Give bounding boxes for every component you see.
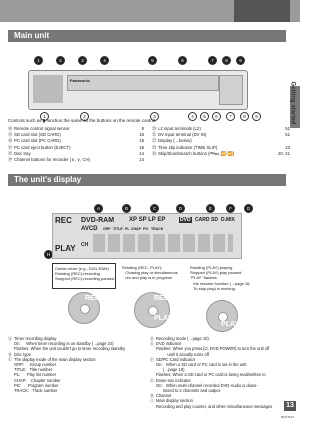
list-marker: ⑭ (8, 126, 13, 131)
controls-note: Controls such as ▮ function the same as the buttons on the remote control. (8, 118, 157, 123)
display-letter-marker: A (94, 204, 103, 213)
disc-rec-label: REC (154, 295, 169, 302)
display-rec: REC (55, 216, 72, 225)
list-page: 18 (139, 144, 144, 150)
callout-rotating: Rotating (REC, PLAY): Chasing play or simultaneous rec and play is in progress (120, 263, 184, 289)
list-marker: ㉔ (152, 150, 157, 156)
list-label: Channel buttons for recorder (∧, ∨, CH) (14, 157, 91, 163)
callout-marker: 2 (80, 112, 89, 121)
display-chap: CHAP (131, 227, 141, 231)
list-marker: ㉓ (152, 144, 157, 150)
bullet-text: PG: Program number (14, 382, 59, 388)
disc-play (206, 300, 238, 332)
bullet-text: Recording mode (→page 10) (156, 336, 209, 341)
right-bullet-item (150, 404, 288, 409)
disc-hole (80, 304, 90, 314)
bullet-text: Flashes: When the unit couldn't go to timer recording standby (14, 346, 126, 352)
display-pl: PL (125, 227, 130, 231)
display-panel (52, 213, 242, 259)
callout-marker: 1 (34, 56, 43, 65)
list-label: Skip/Slow/Search buttons (⏮/⏭, ⏪/⏩) (158, 150, 235, 156)
display-play: PLAY (55, 244, 76, 253)
callout-play: Rotating (PLAY):playing Stopped (PLAY):play paused "PLAY" flashes: the resume function (→page 16, To stop play) is working (188, 263, 260, 293)
callout-marker: 4 (100, 56, 109, 65)
display-dvd: DVD (180, 217, 191, 223)
page-number: 13 (284, 401, 296, 411)
bullet-text: Channel (156, 393, 172, 399)
bullet-text: The display mode of the main display section (14, 356, 96, 362)
display-letter-marker: G (244, 204, 253, 213)
left-list-item (8, 157, 144, 163)
list-label: L2 input terminals (L2) (158, 126, 201, 131)
list-label: SD card slot (SD CARD) (14, 132, 61, 138)
list-label: Disc tray (14, 150, 31, 156)
callout-marker: 9 (236, 56, 245, 65)
callout-marker: 4 (188, 112, 197, 121)
bullet-text: On: When timer recording is on standby (→page 24) (14, 341, 114, 347)
display-ch: CH (81, 242, 89, 248)
top-banner (0, 0, 300, 22)
display-dmix: D.MIX (221, 217, 235, 223)
right-bullet-list (150, 336, 288, 409)
display-sd: SD (211, 217, 218, 223)
display-segments (93, 234, 233, 252)
front-panel-left (33, 75, 63, 103)
list-page: 51 (285, 126, 290, 131)
bullet-text: SD/PC Card indicator (156, 356, 196, 362)
display-grp: GRP (103, 227, 111, 231)
list-page: 51 (285, 132, 290, 138)
callout-marker: 8 (222, 56, 231, 65)
display-pg: PG (143, 227, 149, 231)
callout-marker: 8 (240, 112, 249, 121)
list-marker: ⑲ (8, 157, 13, 163)
bullet-marker: Ⓕ (150, 356, 155, 362)
list-label: Remote control signal sensor (14, 126, 70, 131)
bullet-text: PL: Play list number (14, 372, 57, 378)
bullet-marker: Ⓒ (8, 356, 13, 362)
display-track: TRACK (151, 227, 164, 231)
callout-marker: 1 (40, 112, 49, 121)
list-marker: ⑰ (8, 144, 13, 150)
side-label: Getting started (289, 81, 296, 125)
callout-marker: 5 (200, 112, 209, 121)
right-item-list (152, 126, 290, 157)
bullet-marker: Ⓓ (150, 336, 155, 341)
disc-play-label: PLAY (154, 315, 173, 322)
section-main-unit: Main unit (8, 30, 286, 42)
callout-marker: 6 (212, 112, 221, 121)
bullet-text: mixed to 2 channels and output. (156, 388, 221, 394)
bullet-text: Flashes: When you press [⏻, DVD POWER] to turn the unit off (156, 346, 270, 352)
list-label: Time slip indicator (TIME SLIP) (158, 144, 218, 150)
display-letter-marker: E (206, 204, 215, 213)
bullet-text: On: When multi-channel recorded DVD-Audio is down- (156, 382, 258, 388)
display-title: TITLE (113, 227, 123, 231)
list-marker: ㉒ (152, 138, 157, 144)
right-list-item (152, 151, 290, 157)
bullet-text: Main display section (156, 398, 193, 404)
callout-marker: 2 (56, 56, 65, 65)
display-letter-marker: F (226, 204, 235, 213)
bullet-text: On: When a SD card or PC card is set in the unit (156, 362, 247, 368)
bullet-marker: Ⓑ (8, 351, 13, 357)
callout-marker: 7 (208, 56, 217, 65)
list-marker: ⑱ (8, 150, 13, 156)
callout-center-circle: Center circle (e.g., DVD-RAM) Rotating (REC):recording Stopped (REC):recording paused (52, 263, 116, 289)
callout-marker: 3 (78, 56, 87, 65)
brand-label: Panasonic (70, 78, 91, 83)
footer-code: RQT7107 (280, 415, 294, 419)
disc-rec-label: REC (85, 295, 100, 302)
list-page: 14 (139, 157, 144, 163)
display-avcd: AVCD (81, 226, 98, 232)
list-marker: ㉑ (152, 132, 157, 138)
list-page: 20, 21 (278, 150, 290, 156)
bullet-text: DVD indicator (156, 341, 182, 347)
display-modes: XP SP LP EP (129, 217, 166, 223)
list-label: PC card slot (PC CARD) (14, 138, 61, 144)
bullet-marker: Ⓗ (150, 393, 155, 399)
bullet-text: TRACK: Track number (14, 388, 58, 394)
display-letter-marker: C (150, 204, 159, 213)
list-page: 18 (139, 138, 144, 144)
display-card: CARD (195, 217, 210, 223)
disc-play-label: PLAY (221, 321, 240, 328)
bullet-text: Down-mix indicator (156, 377, 191, 383)
bullet-text: CHAP: Chapter number (14, 377, 61, 383)
disc-rec (68, 292, 100, 324)
callout-marker: 5 (148, 56, 157, 65)
display-letter-marker: B (122, 204, 131, 213)
list-label: PC card eject button (EJECT) (14, 144, 71, 150)
section-display: The unit's display (8, 174, 286, 186)
callout-marker: 6 (178, 56, 187, 65)
list-page: 23 (285, 144, 290, 150)
bullet-text: Recording and play counter, and other miscellaneous messages (156, 403, 273, 409)
list-page: 18 (139, 132, 144, 138)
bullet-text: Disc type (14, 351, 31, 357)
left-item-list (8, 126, 144, 163)
bullet-text: Timer recording display (14, 336, 57, 341)
bullet-text: Flashes: When a SD card or PC card is being read/written to (156, 372, 266, 378)
bullet-marker: Ⓔ (150, 341, 155, 347)
main-unit-illustration (28, 70, 248, 110)
bullet-text: TITLE: Title number (14, 367, 53, 373)
top-banner-block (234, 0, 290, 22)
list-marker: ⑮ (8, 132, 13, 138)
display-dvdram: DVD-RAM (81, 217, 115, 224)
left-bullet-list (8, 336, 142, 393)
list-page: 8 (141, 126, 144, 131)
list-marker: ⑯ (8, 138, 13, 144)
front-controls (219, 75, 243, 105)
bullet-marker: Ⓖ (150, 377, 155, 383)
callout-marker: 7 (226, 112, 235, 121)
front-display-area (67, 75, 219, 91)
display-letter-marker: D (176, 204, 185, 213)
callout-marker: 9 (252, 112, 261, 121)
bullet-marker: Ⓘ (150, 398, 155, 404)
bullet-text: GRP: Group number (14, 362, 57, 368)
bullet-text: (→page 18) (156, 367, 185, 373)
list-page: 14 (139, 150, 144, 156)
list-label: DV input terminal (DV IN) (158, 132, 207, 138)
disc-rec-play (134, 292, 173, 328)
bullet-text: until it actually turns off (156, 351, 209, 357)
left-bullet-item (8, 388, 142, 393)
list-label: Display (→below) (158, 138, 192, 144)
bullet-marker: Ⓐ (8, 336, 13, 341)
callout-marker: 3 (150, 112, 159, 121)
list-marker: ⑳ (152, 126, 157, 131)
display-letter-marker: H (44, 250, 53, 259)
